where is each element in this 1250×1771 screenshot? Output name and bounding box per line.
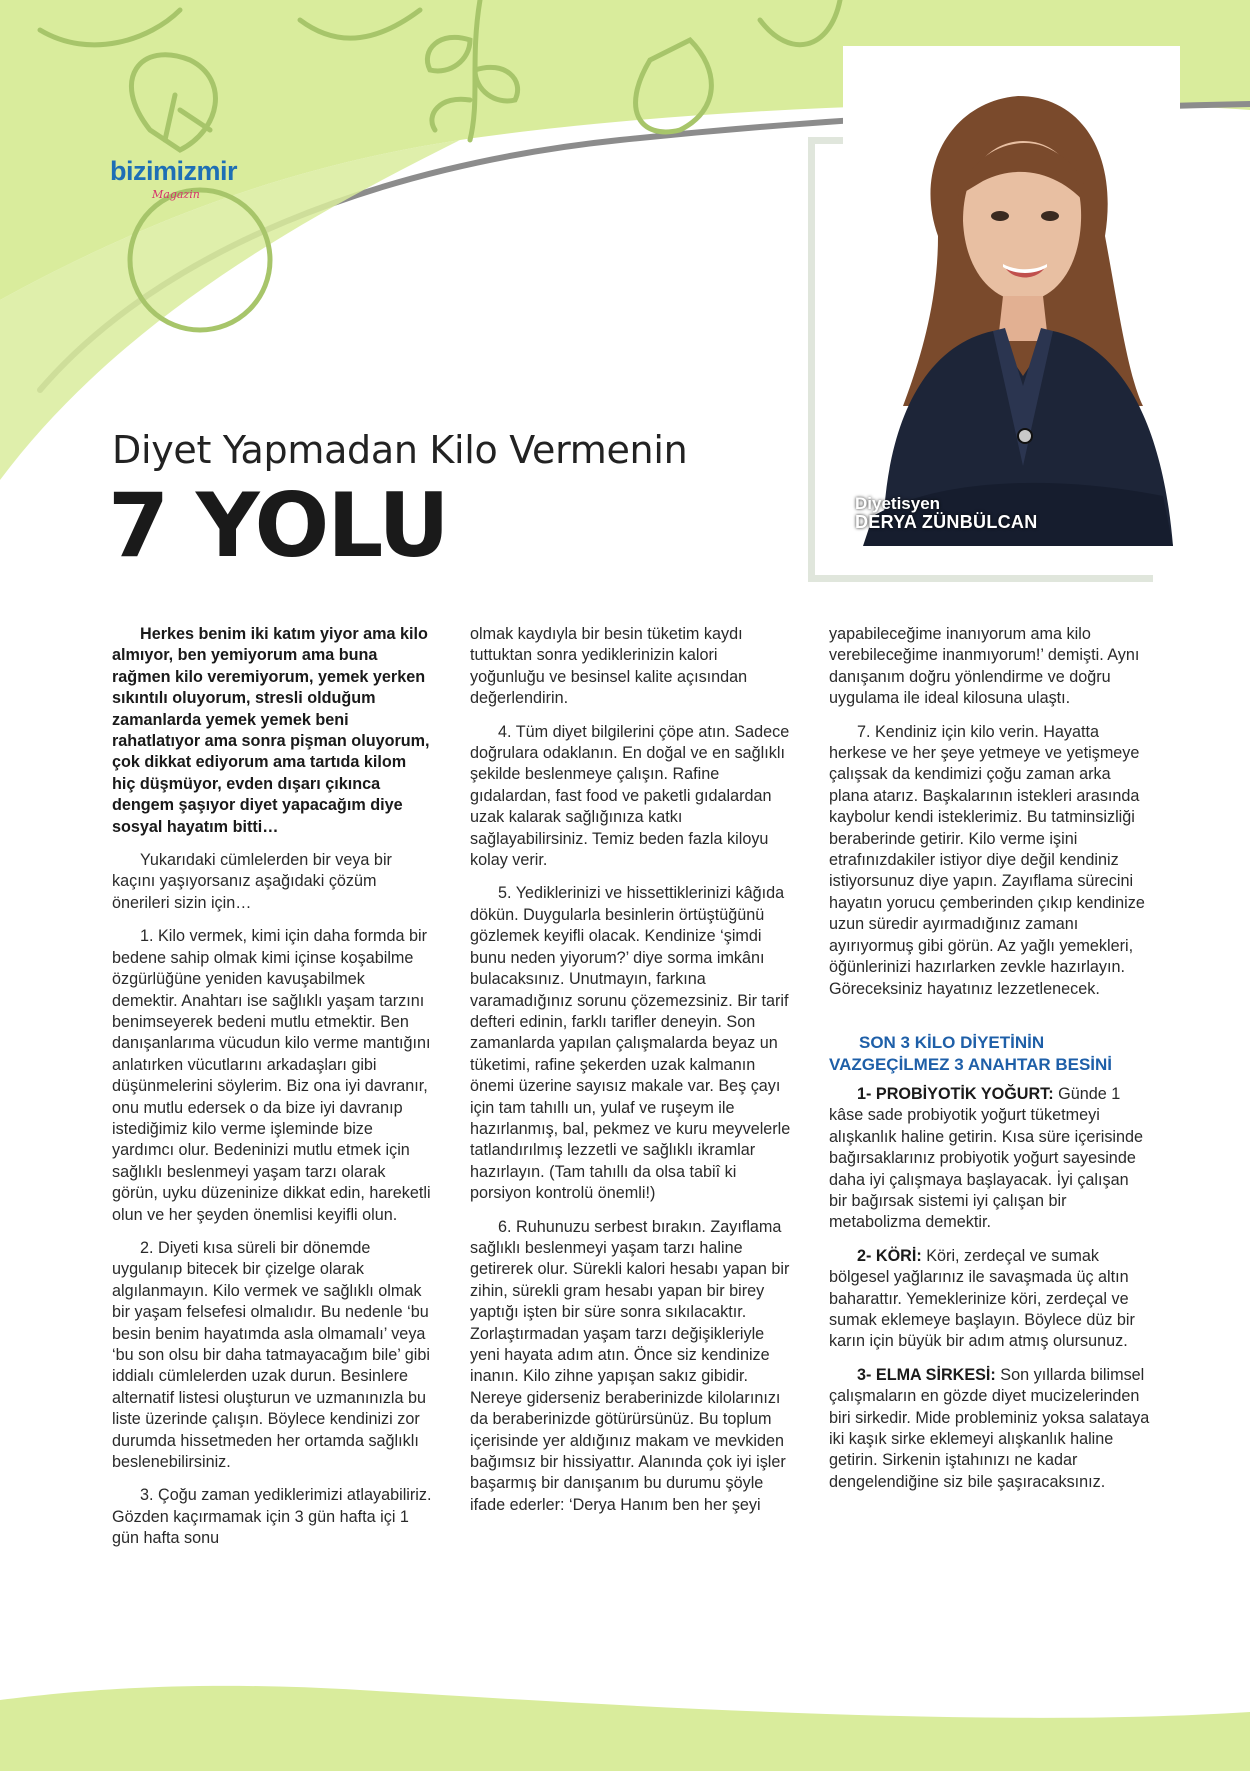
portrait-illustration: [843, 46, 1180, 546]
bottom-green-wave: [0, 1686, 1250, 1771]
author-name: DERYA ZÜNBÜLCAN: [855, 512, 1038, 532]
author-caption: [855, 494, 1038, 532]
paragraph: olmak kaydıyla bir besin tüketim kaydı tuttuktan sonra yediklerinizin kalori yoğunluğu ve besinsel kalite açısından değerlendirin.: [470, 625, 748, 708]
item-text: Son yıllarda bilimsel çalışmaların en gözde diyet mucizelerinden biri sirkedir. Mide probleminiz yoksa salataya iki kaşık sirke eklemeyi alışkanlık haline getirin. Sirkenin iştahınızı ne kadar dengelendiğine siz bile şaşıracaksınız.: [829, 1365, 1150, 1491]
list-item: [829, 1246, 1151, 1353]
list-item: [829, 1084, 1151, 1234]
text-column-2: [470, 624, 792, 1528]
section-subheading: [829, 1032, 1151, 1076]
paragraph: yapabileceğime inanıyorum ama kilo verebileceğime inanmıyorum!’ demişti. Aynı danışanım doğru yönlendirme ve doğru uygulama ile ideal kilosuna ulaştı.: [829, 625, 1140, 708]
paragraph: Yukarıdaki cümlelerden bir veya bir kaçını yaşıyorsanız aşağıdaki çözüm önerileri sizin için…: [112, 851, 392, 912]
item-label: 2- KÖRİ:: [857, 1246, 922, 1265]
subheading-line-2: VAZGEÇİLMEZ 3 ANAHTAR BESİNİ: [829, 1054, 1113, 1074]
lead-paragraph: Herkes benim iki katım yiyor ama kilo almıyor, ben yemiyorum ama buna rağmen kilo veremiyorum, yemek yerken sıkıntılı oluyorum, stresli olduğum zamanlarda yemek yemek beni rahatlatıyor ama sonra pişman oluyorum, çok dikkat ediyorum ama tartıda kilom hiç düşmüyor, evden dışarı çıkınca dengem şaşıyor diyet yapacağım diye sosyal hayatım bitti…: [112, 625, 430, 836]
item-text: Günde 1 kâse sade probiyotik yoğurt tüketmeyi alışkanlık haline getirin. Kısa süre içerisinde bağırsaklarınız probiyotik yoğurt sayesinde daha iyi çalışmaya başlayacak. İyi çalışan bir bağırsak sistemi iyi çalışan bir metabolizma demektir.: [829, 1084, 1144, 1232]
text-column-3: [829, 624, 1151, 1505]
logo-text: bizimizmir: [110, 156, 238, 186]
item-label: 1- PROBİYOTİK YOĞURT:: [857, 1084, 1054, 1103]
paragraph: 2. Diyeti kısa süreli bir dönemde uygulanıp bitecek bir çizelge olarak algılanmayın. Kilo vermek ve sağlıklı olmak bir yaşam felsefesi olmalıdır. Bu nedenle ‘bu besin benim hayatımda asla olmamalı’ veya ‘bu son olsu bir daha tatmayacağım bile’ gibi iddialı cümlelerden uzak durun. Besinlere alternatif listesi oluşturun ve uzmanınızla bu liste üzerinde çalışın. Böylece kendinizi zor durumda hissetmeden her ortamda sağlıklı beslenebilirsiniz.: [112, 1238, 430, 1472]
paragraph: 5. Yediklerinizi ve hissettiklerinizi kâğıda dökün. Duygularla besinlerin örtüştüğünü gözlemek keyifli olacak. Kendinize ‘şimdi bunu neden yiyorum?’ diye sorma imkânı bulacaksınız. Unutmayın, farkına varamadığınız sorunu çözemezsiniz. Bir tarif defteri edinin, farklı tarifler deneyin. Son zamanlarda yapılan çalışmalarda beyaz un tüketimi, rafine şekerden uzak kalmanın önemi üzerine sayısız makale var. Beş çayı için tam tahıllı un, yulaf ve ruşeym ile hazırlanmış, bal, pekmez ve kuru meyvelerle tatlandırılmış lezzetli ve sağlıklı ikramlar hazırlayın. (Tam tahıllı da olsa tabiî ki porsiyon kontrolü önemli!): [470, 884, 791, 1203]
article-kicker: Diyet Yapmadan Kilo Vermenin: [112, 428, 688, 472]
author-photo: [843, 46, 1180, 546]
text-column-1: [112, 624, 434, 1562]
paragraph: 6. Ruhunuzu serbest bırakın. Zayıflama sağlıklı beslenmeyi yaşam tarzı haline getirerek olur. Sürekli kalori hesabı yapan bir zihin, sürekli gram hesabı yapan bir birey yaptığı işten bir süre sonra sıkılacaktır. Zorlaştırmadan yaşam tarzı değişikleriyle yeni hayata adım atın. Önce siz kendinize inanın. Kilo zihne yapışan sakız gibidir. Nereye giderseniz beraberinizde kilolarınızı da beraberinizde götürürsünüz. Bu toplum içerisinde yer aldığınız makam ve mevkiden bağımsız bir hissiyattır. Alanında çok iyi işler başarmış bir danışanım bu durumu şöyle ifade ederler: ‘Derya Hanım ben her şeyi: [470, 1217, 790, 1514]
paragraph: 4. Tüm diyet bilgilerini çöpe atın. Sadece doğrulara odaklanın. En doğal ve en sağlıklı şekilde beslenmeye çalışın. Rafine gıdalardan, fast food ve paketli gıdalardan uzak kalarak sağlığınıza katkı sağlayabilirsiniz. Temiz beden fazla kiloyu kolay verir.: [470, 722, 790, 870]
logo-subtext: Magazin: [152, 188, 200, 201]
item-label: 3- ELMA SİRKESİ:: [857, 1365, 996, 1384]
item-text: Köri, zerdeçal ve sumak bölgesel yağlarınız ile savaşmada üç altın baharattır. Yemeklerinize köri, zerdeçal ve sumak eklemeye başlayın. Böylece düz bir karın için büyük bir adım atmış olursunuz.: [829, 1246, 1135, 1351]
list-item: [829, 1365, 1151, 1493]
paragraph: 7. Kendiniz için kilo verin. Hayatta herkese ve her şeye yetmeye ve yetişmeye çalışsak da kendimizi çoğu zaman arka plana atarız. Başkalarının istekleri arasında kaybolur kendi isteklerimiz. Bu tatminsizliği beraberinde getirir. Kilo verme işini etrafınızdakiler istiyor diye değil kendiniz istiyorsunuz diye yapın. Zayıflama sürecini hayatın yorucu çemberinden çıkıp kendinize uzun süredir ayırmadığınız zamanı ayırıyormuş gibi görün. Az yağlı yemekleri, öğünlerinizi hazırlarken zevkle hazırlayın. Göreceksiniz hayatınız lezzetlenecek.: [829, 722, 1145, 998]
article-title: 7 YOLU: [108, 474, 448, 577]
paragraph: 3. Çoğu zaman yediklerimizi atlayabiliriz. Gözden kaçırmamak için 3 gün hafta içi 1 gün hafta sonu: [112, 1486, 432, 1548]
subheading-line-1: SON 3 KİLO DİYETİNİN: [859, 1032, 1045, 1052]
paragraph: 1. Kilo vermek, kimi için daha formda bir bedene sahip olmak kimi içinse koşabilme özgürlüğüne yeniden kavuşabilmek demektir. Anahtarı ise sağlıklı yaşam tarzını benimseyerek bedeni mutlu etmektir. Ben danışanlarıma vücudun kilo verme mantığını anlatırken vücutlarını arkadaşları gibi düşünmelerini söylerim. Biz ona iyi davranır, onu mutlu edersek o da bize iyi davranıp istediğimiz kilo verme işleminde bize yardımcı olur. Bedeninizi mutlu etmek için sağlıklı beslenmeyi yaşam tarzı olarak görün, uyku düzeninize dikkat edin, hareketli olun ve her şeyden önemlisi keyifli olun.: [112, 927, 431, 1224]
magazine-logo: [110, 156, 260, 208]
author-role: Diyetisyen: [855, 494, 941, 513]
